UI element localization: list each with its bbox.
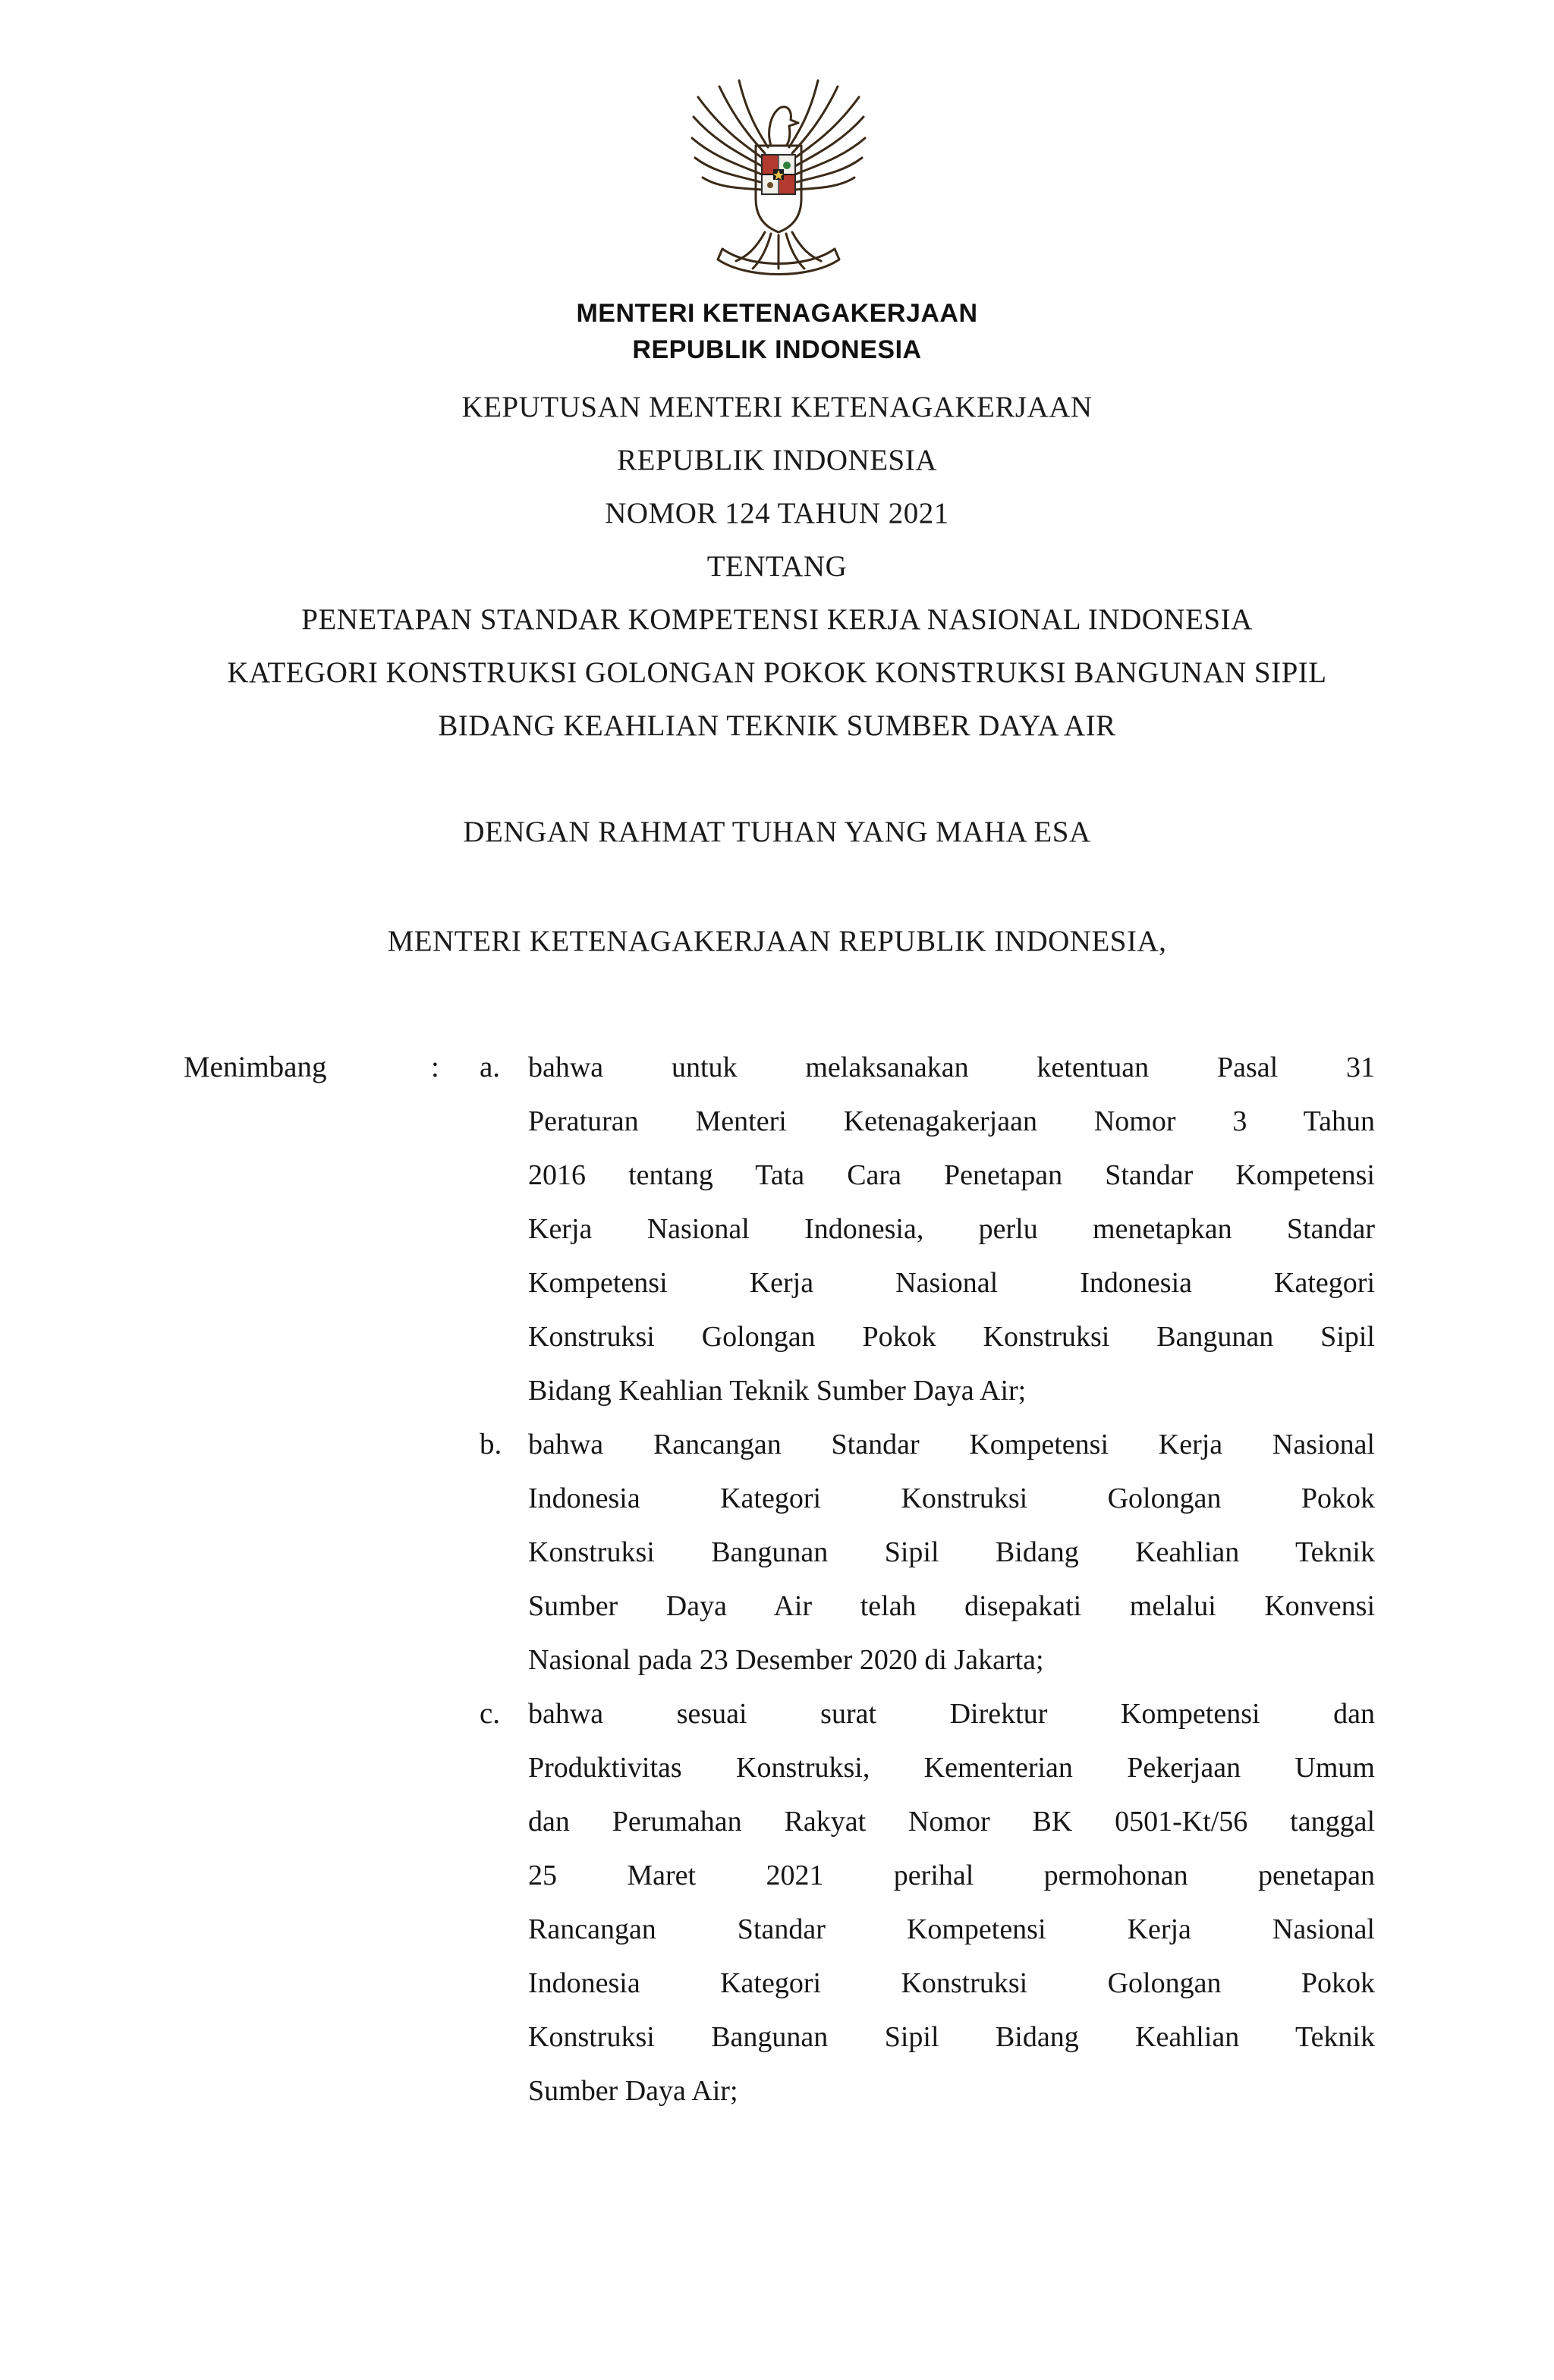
- item-letter-c: c.: [480, 1697, 501, 1730]
- decree-subject-line-3: BIDANG KEAHLIAN TEKNIK SUMBER DAYA AIR: [438, 709, 1116, 742]
- decree-about: TENTANG: [706, 550, 848, 583]
- considering-item-c: [528, 1696, 1375, 2127]
- text-line: Kompetensi Kerja Nasional Indonesia Kategori: [528, 1267, 1375, 1299]
- decree-number: NOMOR 124 TAHUN 2021: [605, 497, 949, 530]
- considering-colon: :: [431, 1051, 439, 1083]
- item-letter-a: a.: [480, 1051, 501, 1083]
- text-line: 2016 tentang Tata Cara Penetapan Standar Kompetensi: [528, 1159, 1375, 1191]
- text-line: Bidang Keahlian Teknik Sumber Daya Air;: [528, 1375, 1027, 1407]
- ministry-name: MENTERI KETENAGAKERJAAN: [576, 299, 978, 328]
- decree-subject-line-2: KATEGORI KONSTRUKSI GOLONGAN POKOK KONSTRUKSI BANGUNAN SIPIL: [227, 656, 1327, 689]
- text-line: Nasional pada 23 Desember 2020 di Jakarta;: [528, 1644, 1044, 1676]
- decree-country: REPUBLIK INDONESIA: [617, 444, 937, 476]
- text-line: bahwa Rancangan Standar Kompetensi Kerja Nasional: [528, 1429, 1375, 1460]
- text-line: Konstruksi Bangunan Sipil Bidang Keahlian Teknik: [528, 1536, 1375, 1568]
- text-line: 25 Maret 2021 perihal permohonan penetapan: [528, 1860, 1375, 1891]
- text-line: bahwa sesuai surat Direktur Kompetensi dan: [528, 1698, 1375, 1730]
- invocation: DENGAN RAHMAT TUHAN YANG MAHA ESA: [463, 816, 1091, 848]
- garuda-pancasila-emblem-icon: [677, 70, 880, 284]
- ministry-country: REPUBLIK INDONESIA: [632, 335, 922, 364]
- text-line: Rancangan Standar Kompetensi Kerja Nasional: [528, 1913, 1375, 1945]
- text-line: Sumber Daya Air telah disepakati melalui Konvensi: [528, 1590, 1375, 1622]
- minister-title: MENTERI KETENAGAKERJAAN REPUBLIK INDONESIA,: [387, 925, 1167, 957]
- text-line: Kerja Nasional Indonesia, perlu menetapkan Standar: [528, 1213, 1375, 1245]
- item-letter-b: b.: [480, 1428, 502, 1460]
- text-line: Indonesia Kategori Konstruksi Golongan Pokok: [528, 1482, 1375, 1514]
- text-line: Indonesia Kategori Konstruksi Golongan Pokok: [528, 1967, 1375, 1999]
- decree-subject-line-1: PENETAPAN STANDAR KOMPETENSI KERJA NASIONAL INDONESIA: [301, 603, 1253, 636]
- considering-label: Menimbang: [184, 1051, 327, 1083]
- text-line: Produktivitas Konstruksi, Kementerian Pekerjaan Umum: [528, 1752, 1375, 1784]
- decree-title: KEPUTUSAN MENTERI KETENAGAKERJAAN: [461, 391, 1093, 423]
- considering-item-a: [528, 1050, 1375, 1427]
- text-line: Konstruksi Golongan Pokok Konstruksi Bangunan Sipil: [528, 1321, 1375, 1353]
- text-line: Sumber Daya Air;: [528, 2075, 738, 2107]
- text-line: bahwa untuk melaksanakan ketentuan Pasal 31: [528, 1052, 1375, 1083]
- text-line: Peraturan Menteri Ketenagakerjaan Nomor 3 Tahun: [528, 1105, 1375, 1137]
- text-line: Konstruksi Bangunan Sipil Bidang Keahlian Teknik: [528, 2021, 1375, 2053]
- text-line: dan Perumahan Rakyat Nomor BK 0501-Kt/56 tanggal: [528, 1806, 1375, 1838]
- considering-item-b: [528, 1427, 1375, 1696]
